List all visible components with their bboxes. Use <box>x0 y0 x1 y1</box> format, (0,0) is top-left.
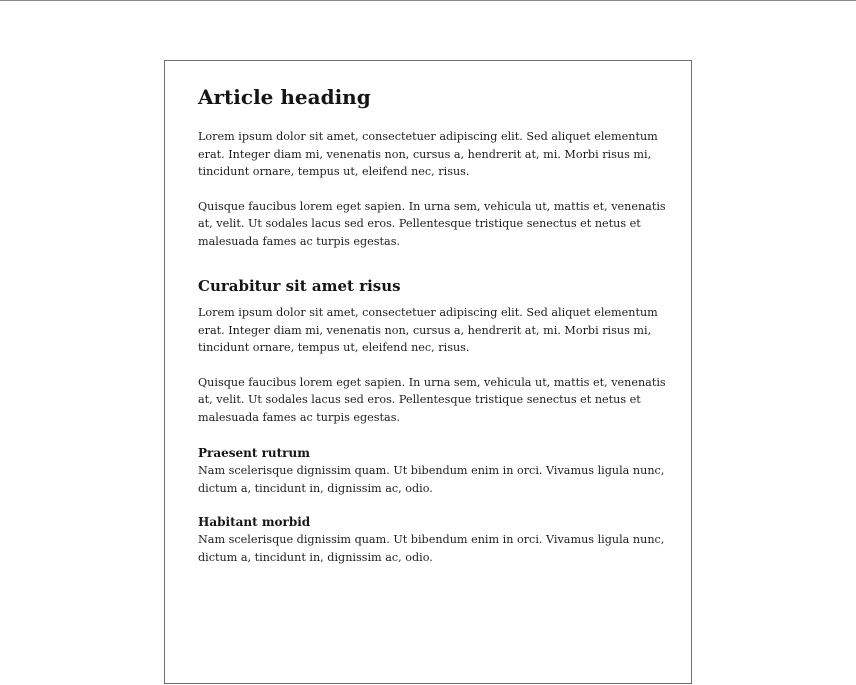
subsection-paragraph-1: Nam scelerisque dignissim quam. Ut bibendum enim in orci. Vivamus ligula nunc, dictum a, tincidunt in, dignissim ac, odio. <box>198 464 665 495</box>
section-paragraph-1: Lorem ipsum dolor sit amet, consectetuer adipiscing elit. Sed aliquet elementum erat. Integer diam mi, venenatis non, cursus a, hendrerit at, mi. Morbi risus mi, tincidunt ornare, tempus ut, eleifend nec, risus. <box>198 306 658 354</box>
section-paragraph-2: Quisque faucibus lorem eget sapien. In urna sem, vehicula ut, mattis et, venenatis at, velit. Ut sodales lacus sed eros. Pellentesque tristique senectus et netus et malesuada fames ac turpis egestas. <box>198 375 666 424</box>
subsection-paragraph-2: Nam scelerisque dignissim quam. Ut bibendum enim in orci. Vivamus ligula nunc, dictum a, tincidunt in, dignissim ac, odio. <box>198 533 665 564</box>
subsection-heading-1: Praesent rutrum <box>198 446 310 460</box>
article-heading: Article heading <box>198 85 371 109</box>
subsection-heading-2: Habitant morbid <box>198 515 311 529</box>
top-divider <box>0 0 856 1</box>
article-card <box>164 60 692 684</box>
intro-paragraph-1: Lorem ipsum dolor sit amet, consectetuer adipiscing elit. Sed aliquet elementum erat. Integer diam mi, venenatis non, cursus a, hendrerit at, mi. Morbi risus mi, tincidunt ornare, tempus ut, eleifend nec, risus. <box>198 130 658 178</box>
section-heading: Curabitur sit amet risus <box>198 277 401 295</box>
intro-paragraph-2: Quisque faucibus lorem eget sapien. In urna sem, vehicula ut, mattis et, venenatis at, velit. Ut sodales lacus sed eros. Pellentesque tristique senectus et netus et malesuada fames ac turpis egestas. <box>198 199 666 248</box>
